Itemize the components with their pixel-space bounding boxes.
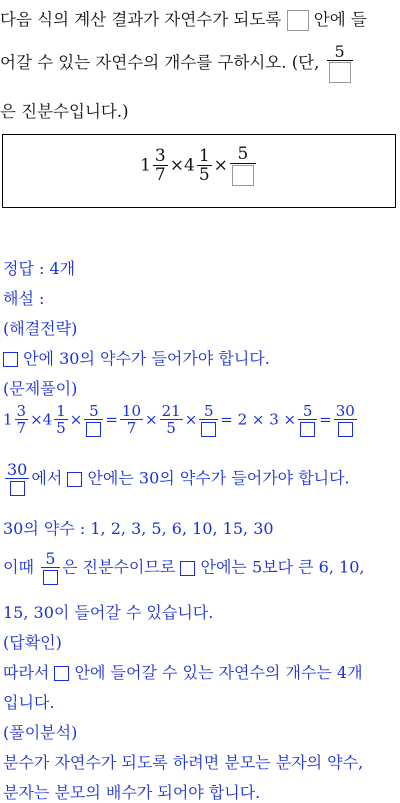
fraction-denominator: 7 (154, 165, 166, 185)
fraction (41, 551, 60, 585)
blank-box (180, 561, 195, 576)
fraction (15, 404, 29, 436)
question-fraction (327, 44, 353, 83)
mixed-fraction-1 (153, 148, 168, 184)
fraction (120, 404, 143, 436)
fraction-denominator: 7 (16, 419, 27, 438)
times-sign: × (184, 410, 198, 429)
fraction-denominator (84, 419, 103, 437)
question-text: 안에 들 (313, 10, 367, 29)
text: 에서 (31, 468, 63, 488)
text: 이때 (3, 557, 34, 577)
fraction (54, 404, 68, 436)
fraction (5, 462, 29, 496)
blank-box (3, 352, 18, 367)
times-sign: × (169, 155, 184, 176)
whole-number: 1 (140, 155, 151, 176)
question-text: 다음 식의 계산 결과가 자연수가 되도록 (0, 10, 282, 29)
times-sign: × (145, 410, 158, 429)
strategy-line (3, 346, 270, 369)
expression (3, 146, 395, 186)
fraction (199, 404, 218, 437)
blank-box (67, 472, 82, 487)
fraction-denominator: 5 (56, 419, 66, 438)
fraction-numerator: 5 (334, 42, 345, 61)
fraction-numerator: 5 (45, 549, 56, 568)
expression-box (2, 134, 396, 208)
analysis-line-2: 분자는 분모의 배수가 되어야 합니다. (3, 783, 261, 802)
blank-box (43, 570, 58, 585)
text: 은 진분수이므로 (62, 557, 176, 577)
text: 안에는 30의 약수가 들어가야 합니다. (87, 468, 350, 488)
strategy-label: (해결전략) (3, 319, 78, 338)
whole-number: 1 (3, 410, 13, 429)
mixed-fraction-2 (197, 148, 212, 184)
blank-box (300, 422, 315, 437)
fraction-denominator: 5 (160, 419, 183, 436)
then-line-2: 15, 30이 들어갈 수 있습니다. (3, 603, 214, 622)
divisors-line: 30의 약수 : 1, 2, 3, 5, 6, 10, 15, 30 (3, 519, 274, 538)
fraction-numerator: 21 (161, 402, 181, 421)
times-sign: × (213, 155, 228, 176)
equals-sign: = (319, 410, 332, 429)
blank-box (329, 62, 351, 83)
fraction (298, 404, 317, 437)
question-text: 은 진분수입니다.) (0, 102, 129, 121)
fraction-denominator (41, 567, 60, 585)
fraction-denominator: 7 (120, 419, 143, 436)
question-line-3 (0, 98, 129, 122)
fraction-numerator: 3 (154, 146, 166, 166)
fraction-numerator: 1 (198, 146, 210, 166)
equals-sign: = (105, 410, 118, 429)
fraction-denominator (298, 419, 317, 437)
fraction-numerator: 5 (89, 402, 99, 420)
question-line-2 (0, 44, 355, 83)
text: 안에는 5보다 큰 6, 10, (200, 557, 365, 577)
thirty-line (3, 462, 350, 496)
blank-box (54, 666, 69, 681)
text: 따라서 (3, 663, 50, 682)
strategy-text: 안에 30의 약수가 들어가야 합니다. (23, 349, 270, 368)
calc-middle: = 2 × 3 × (220, 410, 297, 429)
fraction-numerator: 30 (335, 402, 355, 420)
fraction-denominator: 5 (198, 165, 210, 185)
answer-line: 정답 : 4개 (3, 259, 76, 278)
check-line (3, 660, 363, 683)
times-sign: × (69, 410, 83, 429)
fraction-numerator: 10 (121, 402, 142, 421)
text: 안에 들어갈 수 있는 자연수의 개수는 4개 (74, 663, 363, 682)
whole-number: 4 (184, 155, 195, 176)
fraction-denominator (327, 60, 353, 83)
fraction-numerator: 3 (16, 402, 27, 421)
whole-number: 4 (42, 410, 53, 429)
fraction-numerator: 30 (7, 460, 28, 479)
fraction (334, 404, 357, 437)
fraction-denominator (199, 419, 218, 437)
fraction-denominator (5, 478, 29, 496)
blank-box (86, 422, 101, 437)
blank-box (201, 422, 216, 437)
blank-fraction (230, 146, 256, 186)
question-text: 어갈 수 있는 자연수의 개수를 구하시오. (단, (0, 53, 320, 72)
check-line-2: 입니다. (3, 693, 55, 712)
blank-box (10, 481, 25, 496)
fraction-numerator: 5 (203, 402, 214, 420)
check-label: (답확인) (3, 633, 62, 652)
fraction-numerator: 5 (237, 144, 249, 164)
times-sign: × (30, 410, 43, 429)
calculation-line (3, 404, 359, 437)
fraction-denominator (334, 419, 357, 437)
explain-label: 해설 : (3, 289, 45, 308)
blank-box (287, 10, 309, 31)
question-line-1 (0, 6, 367, 31)
fraction-denominator (230, 163, 256, 186)
fraction (160, 404, 183, 436)
analysis-line-1: 분수가 자연수가 되도록 하려면 분모는 분자의 약수, (3, 753, 364, 772)
solve-label: (문제풀이) (3, 379, 78, 398)
analysis-label: (풀이분석) (3, 723, 78, 742)
blank-box (338, 422, 353, 437)
blank-box (232, 165, 254, 186)
fraction-numerator: 1 (56, 402, 66, 421)
fraction-numerator: 5 (302, 402, 313, 420)
then-line (3, 551, 364, 585)
fraction (84, 404, 103, 437)
